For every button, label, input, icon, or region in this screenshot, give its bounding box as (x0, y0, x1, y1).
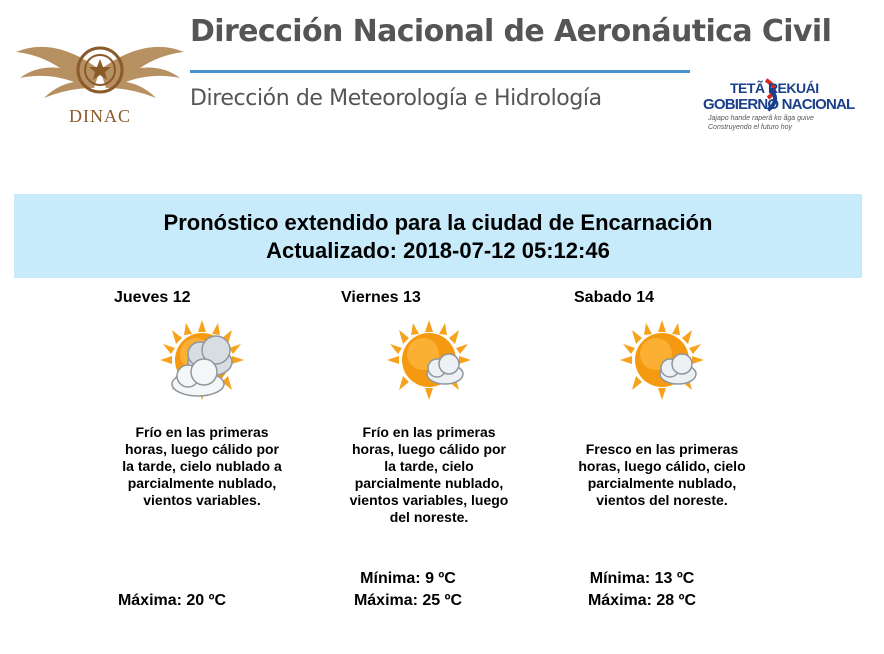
sun-light-clouds-icon (381, 318, 477, 402)
day-2-maxima: Máxima: 25 ºC (353, 592, 463, 609)
sun-heavy-clouds-icon (154, 318, 250, 402)
day-3-maxima: Máxima: 28 ºC (587, 592, 697, 609)
day-name: Jueves 12 (114, 289, 191, 306)
agency-subtitle: Dirección de Meteorología e Hidrología (190, 86, 602, 111)
sun-light-clouds-icon (614, 318, 710, 402)
agency-title: Dirección Nacional de Aeronáutica Civil (190, 14, 832, 49)
gov-logo-line2: GOBIERNO NACIONAL (703, 96, 855, 113)
dinac-label: DINAC (69, 106, 131, 126)
winged-emblem-icon (14, 30, 186, 110)
day-name: Viernes 13 (341, 289, 421, 306)
forecast-updated (14, 237, 862, 265)
forecast-day-3 (574, 286, 746, 509)
day-description: Fresco en las primeras horas, luego cálido, cielo parcialmente nublado, vientos del noreste. (578, 441, 746, 508)
day-description: Frío en las primeras horas, luego cálido por la tarde, cielo parcialmente nublado, vientos variables, luego del noreste. (349, 424, 509, 525)
day-description: Frío en las primeras horas, luego cálido por la tarde, cielo nublado a parcialmente nublado, vientos variables. (122, 424, 282, 508)
day-name: Sabado 14 (574, 289, 655, 306)
title-divider (190, 70, 690, 73)
updated-timestamp: 2018-07-12 05:12:46 (403, 238, 610, 263)
day-3-minima: Mínima: 13 ºC (589, 570, 695, 587)
page-header (0, 0, 884, 160)
forecast-title: Pronóstico extendido para la ciudad de Encarnación (163, 210, 713, 235)
dinac-logo (14, 30, 186, 134)
gobierno-nacional-logo (700, 74, 860, 138)
day-1-maxima: Máxima: 20 ºC (117, 592, 227, 609)
updated-label: Actualizado: (266, 238, 397, 263)
gov-logo-tagline-spanish: Construyendo el futuro hoy (708, 124, 793, 131)
forecast-day-1 (114, 286, 286, 509)
forecast-banner (14, 194, 862, 278)
forecast-day-2 (341, 286, 513, 526)
day-2-minima: Mínima: 9 ºC (360, 570, 456, 587)
gov-logo-line1: TETÃ REKUÁI (730, 80, 819, 96)
gov-logo-tagline-guarani: Jajapo hande raperã ko ãga guive (708, 115, 814, 122)
